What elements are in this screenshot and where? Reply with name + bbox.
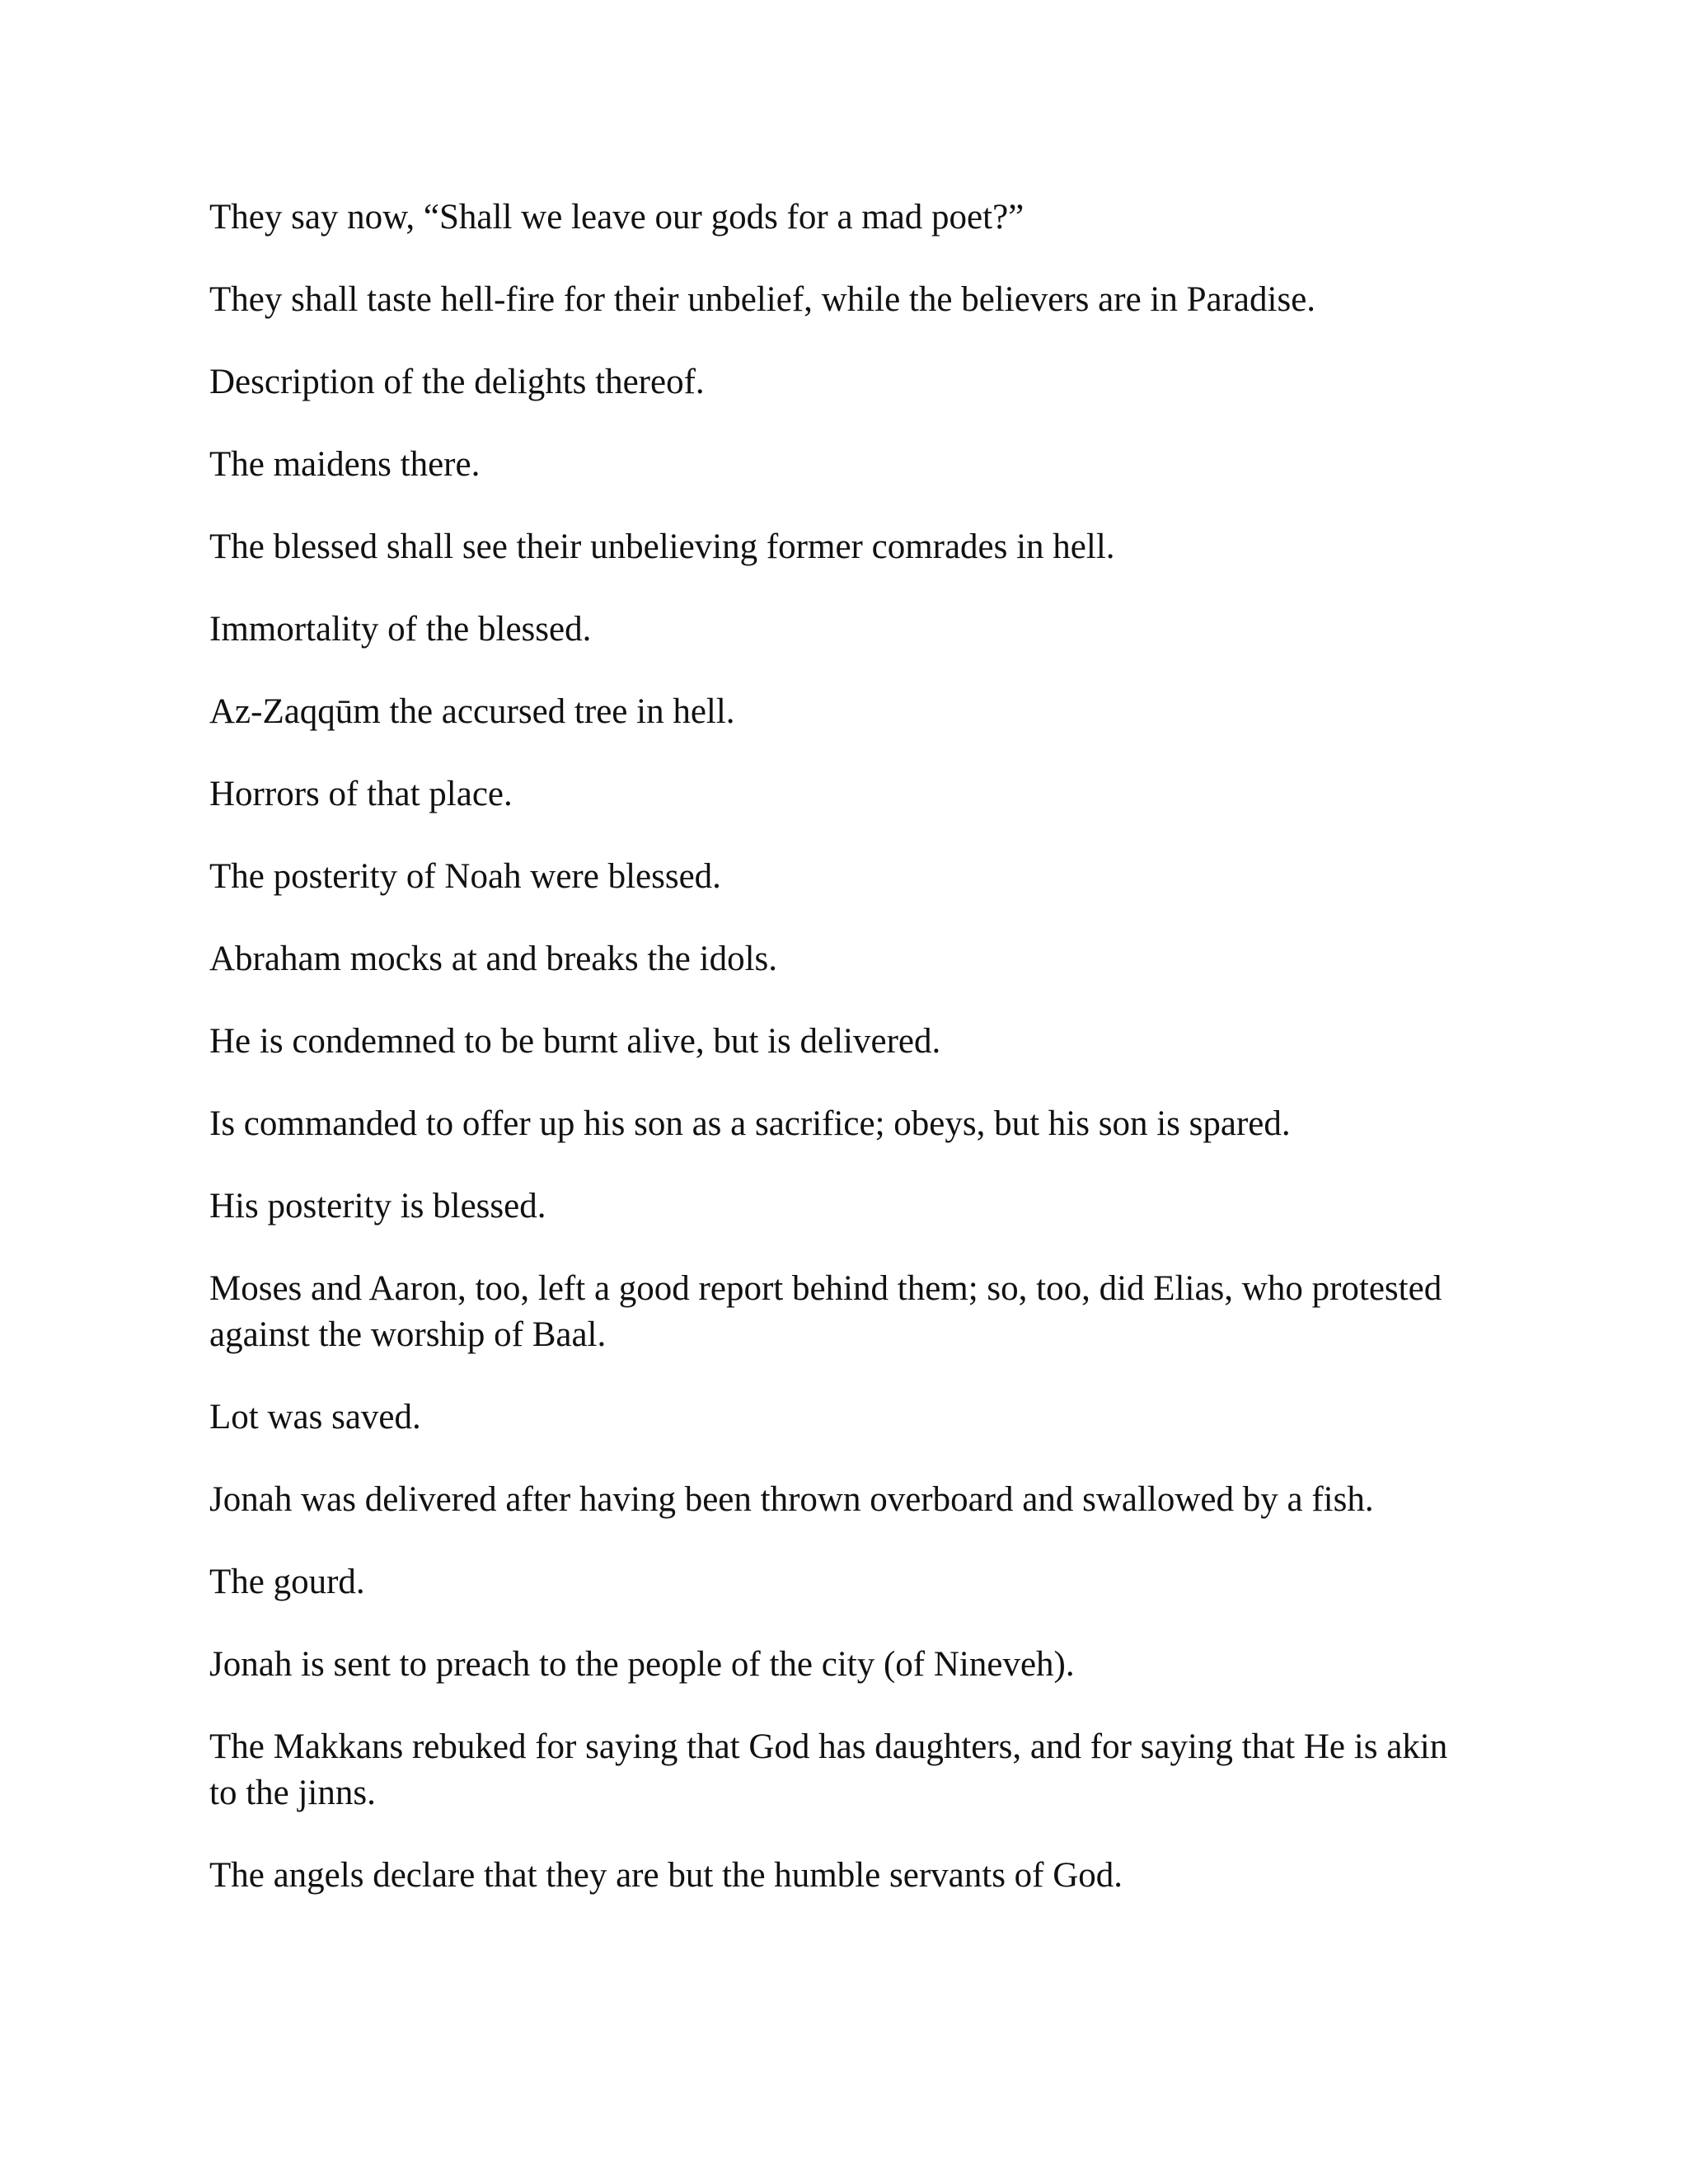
paragraph: They say now, “Shall we leave our gods for a mad poet?” [209, 198, 1025, 237]
paragraph: Jonah was delivered after having been thrown overboard and swallowed by a fish. [209, 1480, 1374, 1519]
paragraph: Horrors of that place. [209, 775, 513, 813]
paragraph: The blessed shall see their unbelieving former comrades in hell. [209, 527, 1115, 566]
paragraph: The angels declare that they are but the humble servants of God. [209, 1856, 1123, 1895]
paragraph: Is commanded to offer up his son as a sacrifice; obeys, but his son is spared. [209, 1104, 1291, 1143]
paragraph: Immortality of the blessed. [209, 610, 592, 649]
paragraph: Abraham mocks at and breaks the idols. [209, 940, 778, 978]
paragraph: The posterity of Noah were blessed. [209, 857, 721, 896]
paragraph: He is condemned to be burnt alive, but is delivered. [209, 1022, 941, 1061]
paragraph: The gourd. [209, 1563, 365, 1601]
paragraph: Lot was saved. [209, 1398, 421, 1436]
document-body [209, 194, 1479, 1935]
paragraph: They shall taste hell-fire for their unbelief, while the believers are in Paradise. [209, 280, 1316, 319]
paragraph: The Makkans rebuked for saying that God has daughters, and for saying that He is akin to the jinns. [209, 1727, 1448, 1812]
paragraph: The maidens there. [209, 445, 481, 484]
paragraph: His posterity is blessed. [209, 1187, 546, 1226]
paragraph: Az-Zaqqūm the accursed tree in hell. [209, 692, 735, 731]
paragraph: Moses and Aaron, too, left a good report behind them; so, too, did Elias, who protested against the worship of Baal. [209, 1269, 1442, 1354]
paragraph: Jonah is sent to preach to the people of the city (of Nineveh). [209, 1645, 1075, 1684]
paragraph: Description of the delights thereof. [209, 363, 705, 401]
